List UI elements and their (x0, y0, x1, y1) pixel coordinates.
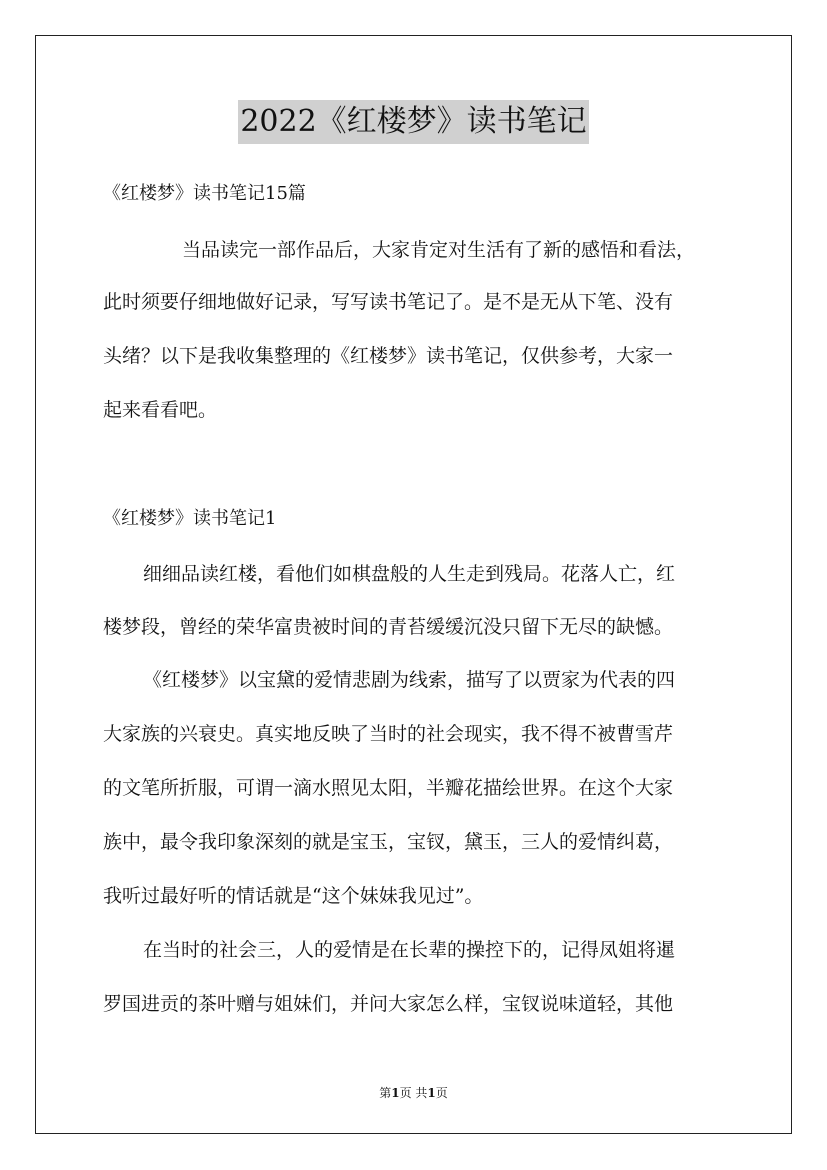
footer-total-suffix: 页 (435, 1086, 448, 1100)
document-subtitle: 《红楼梦》读书笔记15篇 (103, 183, 306, 204)
footer-page-prefix: 第 (379, 1086, 392, 1100)
intro-line-1: 当品读完一部作品后，大家肯定对生活有了新的感悟和看法， (182, 239, 696, 261)
footer-page-suffix: 页 共 (399, 1086, 428, 1100)
paragraph-1-line-1: 细细品读红楼，看他们如棋盘般的人生走到残局。花落人亡，红 (143, 563, 676, 585)
paragraph-1-line-2: 楼梦段，曾经的荣华富贵被时间的青苔缓缓沉没只留下无尽的缺憾。 (103, 616, 674, 638)
paragraph-2-line-3: 的文笔所折服，可谓一滴水照见太阳，半瓣花描绘世界。在这个大家 (103, 777, 674, 799)
section-heading: 《红楼梦》读书笔记1 (103, 508, 277, 529)
intro-line-4: 起来看看吧。 (103, 399, 218, 421)
intro-line-3: 头绪？以下是我收集整理的《红楼梦》读书笔记，仅供参考，大家一 (103, 345, 674, 367)
paragraph-3-line-1: 在当时的社会三，人的爱情是在长辈的操控下的，记得凤姐将暹 (143, 939, 676, 961)
paragraph-2-line-1: 《红楼梦》以宝黛的爱情悲剧为线索，描写了以贾家为代表的四 (143, 669, 676, 691)
paragraph-2-line-2: 大家族的兴衰史。真实地反映了当时的社会现实，我不得不被曹雪芹 (103, 723, 674, 745)
paragraph-2-line-4: 族中，最令我印象深刻的就是宝玉，宝钗，黛玉，三人的爱情纠葛， (103, 831, 674, 853)
paragraph-3-line-2: 罗国进贡的茶叶赠与姐妹们，并问大家怎么样，宝钗说味道轻，其他 (103, 993, 674, 1015)
footer-total-pages: 1 (427, 1086, 436, 1100)
paragraph-2-line-5: 我听过最好听的情话就是“这个妹妹我见过”。 (103, 885, 484, 907)
title-container (0, 100, 827, 144)
intro-line-2: 此时须要仔细地做好记录，写写读书笔记了。是不是无从下笔、没有 (103, 291, 674, 313)
footer-page-number: 1 (391, 1086, 400, 1100)
document-title: 2022《红楼梦》读书笔记 (238, 100, 588, 144)
page-footer (0, 1085, 827, 1101)
